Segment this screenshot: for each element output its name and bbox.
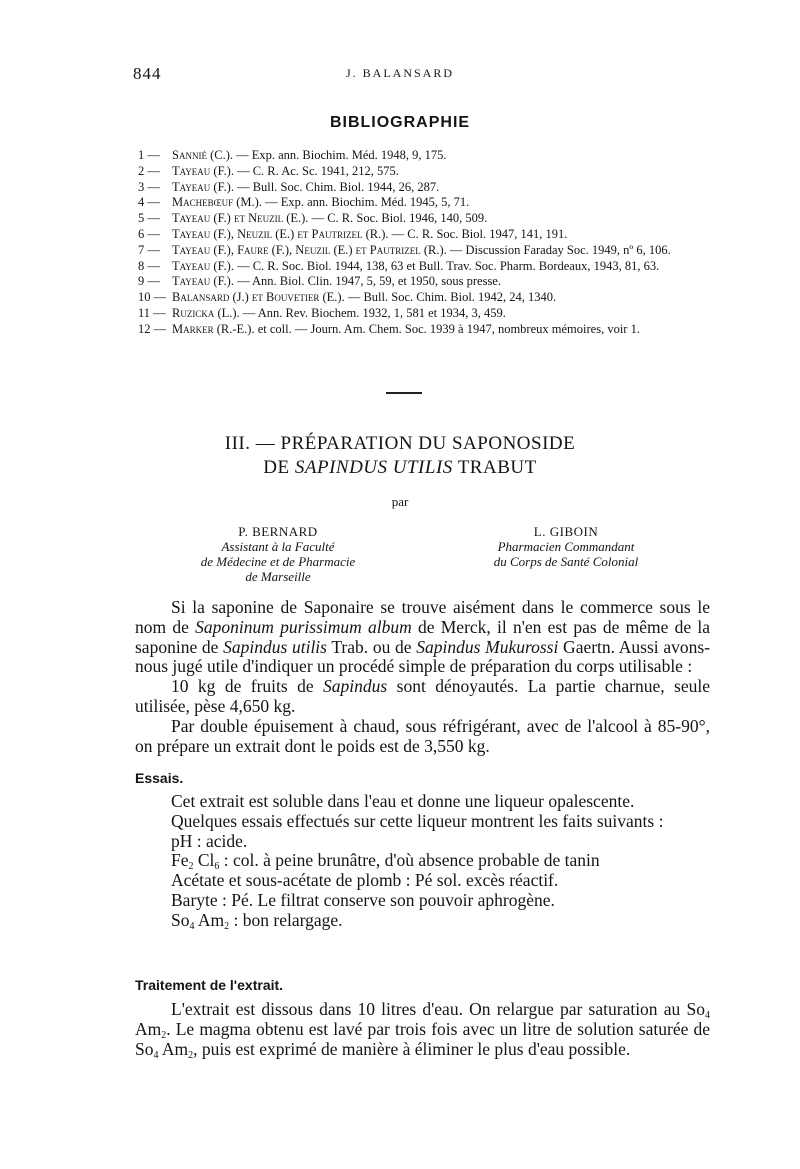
entry-citation: — Exp. ann. Biochim. Méd. 1945, 5, 71. (261, 195, 470, 210)
section-title-line-2: DE SAPINDUS UTILIS TRABUT (263, 457, 537, 478)
entry-authors: Sannié (C.). (172, 148, 233, 162)
subheading-traitement: Traitement de l'extrait. (135, 977, 284, 993)
bibliography-entry (138, 259, 708, 275)
list-item: $So_4$ $Am_2$ : bon relargage. (171, 909, 343, 932)
entry-number: 6 — (138, 226, 160, 241)
list-item: $Fe_2$ $Cl_6$ : col. à peine brunâtre, d'où absence probable de tanin (171, 850, 600, 873)
entry-authors: Marker (R.-E.). (172, 321, 255, 336)
list-item: Acétate et sous-acétate de plomb : Pé sol. excès réactif. (171, 870, 559, 891)
bibliography-entry (138, 290, 708, 306)
author-giboin (466, 524, 666, 569)
entry-authors: Tayeau (F.). (172, 179, 234, 194)
bibliography-entry (138, 164, 708, 180)
bibliography-list (138, 148, 708, 338)
entry-text (172, 211, 708, 227)
entry-citation: — Exp. ann. Biochim. Méd. 1948, 9, 175. (232, 148, 447, 162)
entry-citation: et coll. — Journ. Am. Chem. Soc. 1939 à 1947, nombreux mémoires, voir 1. (254, 321, 640, 336)
bibliography-entry (138, 322, 708, 338)
page-number: 844 (133, 64, 162, 83)
entry-authors: Ruzicka (L.). (172, 305, 240, 320)
page-header (0, 64, 800, 88)
entry-authors: Tayeau (F.), Faure (F.), Neuzil (E.) et Pautrizel (R.). (172, 242, 447, 257)
entry-number: 10 — (138, 290, 167, 305)
paragraph: Par double épuisement à chaud, sous réfrigérant, avec de l'alcool à 85-90°, on prépare un extrait dont le poids est de 3,550 kg. (135, 715, 710, 756)
entry-citation: — C. R. Soc. Biol. 1946, 140, 509. (308, 211, 488, 226)
entry-authors: Tayeau (F.) et Neuzil (E.). (172, 211, 309, 226)
by-line: par (391, 494, 409, 509)
bibliography-entry (138, 180, 708, 196)
entry-text (172, 322, 708, 338)
entry-text (172, 243, 708, 259)
entry-text (172, 164, 708, 180)
entry-citation: — Discussion Faraday Soc. 1949, nº 6, 106. (446, 242, 671, 257)
section-title (0, 432, 800, 480)
body-text-intro (135, 598, 710, 756)
paragraph: Cet extrait est soluble dans l'eau et donne une liqueur opalescente. (171, 791, 635, 811)
author-name: P. BERNARD (238, 524, 318, 539)
author-affiliation: du Corps de Santé Colonial (493, 554, 639, 569)
author-name: L. GIBOIN (533, 524, 599, 539)
entry-authors: Tayeau (F.), Neuzil (E.) et Pautrizel (R.). (172, 226, 389, 241)
author-bernard (188, 524, 368, 584)
bibliography-entry (138, 195, 708, 211)
paragraph: L'extrait est dissous dans 10 litres d'eau. On relargue par saturation au $So_4$ $Am_2$. Le magma obtenu est lavé par trois fois avec un litre de solution saturée de $So_4$ $Am_2$, puis est exprimé de manière à éliminer le plus d'eau possible. (135, 999, 710, 1061)
entry-authors: Tayeau (F.). (172, 274, 234, 289)
entry-text (172, 306, 708, 322)
entry-number: 3 — (138, 179, 160, 194)
entry-text (172, 195, 708, 211)
paragraph: Si la saponine de Saponaire se trouve aisément dans le commerce sous le nom de Saponinum purissimum album de Merck, il n'en est pas de même de la saponine de Sapindus utilis Trab. ou de Sapindus Mukurossi Gaertn. Aussi avons-nous jugé utile d'indiquer un procédé simple de préparation du corps utilisable : (135, 597, 710, 677)
section-divider (386, 392, 422, 394)
entry-number: 12 — (138, 321, 167, 336)
bibliography-entry (138, 227, 708, 243)
entry-number: 7 — (138, 242, 160, 257)
entry-text (172, 259, 708, 275)
running-head: J. BALANSARD (345, 66, 454, 80)
list-item: Baryte : Pé. Le filtrat conserve son pouvoir aphrogène. (171, 889, 555, 910)
entry-authors: Tayeau (F.). (172, 258, 234, 273)
list-item: pH : acide. (171, 830, 248, 851)
entry-number: 5 — (138, 211, 160, 226)
author-affiliation: Pharmacien Commandant (497, 539, 635, 554)
bibliography-entry (138, 306, 708, 322)
subheading-essais: Essais. (135, 770, 184, 786)
paragraph: Quelques essais effectués sur cette liqueur montrent les faits suivants : (171, 810, 664, 831)
entry-citation: — Ann. Rev. Biochem. 1932, 1, 581 et 1934, 3, 459. (239, 305, 506, 320)
entry-citation: — C. R. Soc. Biol. 1947, 141, 191. (388, 226, 568, 241)
paragraph: 10 kg de fruits de Sapindus sont dénoyautés. La partie charnue, seule utilisée, pèse 4,650 kg. (135, 676, 710, 716)
entry-text (172, 227, 708, 243)
section-title-line-1: III. — PRÉPARATION DU SAPONOSIDE (224, 433, 576, 454)
entry-citation: — Bull. Soc. Chim. Biol. 1944, 26, 287. (233, 179, 440, 194)
entry-authors: Tayeau (F.). (172, 163, 234, 178)
entry-citation: — C. R. Soc. Biol. 1944, 138, 63 et Bull. Trav. Soc. Pharm. Bordeaux, 1943, 81, 63. (233, 258, 660, 273)
entry-number: 8 — (138, 258, 160, 273)
author-affiliation: de Médecine et de Pharmacie (200, 554, 356, 569)
entry-text (172, 290, 708, 306)
bibliography-title: BIBLIOGRAPHIE (329, 114, 471, 131)
entry-citation: — Bull. Soc. Chim. Biol. 1942, 24, 1340. (344, 290, 557, 305)
entry-number: 11 — (138, 305, 166, 320)
body-text-essais (135, 792, 710, 931)
entry-citation: — C. R. Ac. Sc. 1941, 212, 575. (233, 163, 399, 178)
entry-text (172, 274, 708, 290)
entry-authors: Machebœuf (M.). (172, 195, 262, 210)
bibliography-entry (138, 274, 708, 290)
entry-authors: Balansard (J.) et Bouvetier (E.). (172, 290, 345, 305)
author-affiliation: Assistant à la Faculté (221, 539, 335, 554)
bibliography-entry (138, 243, 708, 259)
entry-number: 4 — (138, 195, 160, 210)
entry-text (172, 148, 708, 164)
entry-text (172, 180, 708, 196)
entry-number: 9 — (138, 274, 160, 289)
entry-citation: — Ann. Biol. Clin. 1947, 5, 59, et 1950, sous presse. (233, 274, 501, 289)
entry-number: 2 — (138, 163, 160, 178)
bibliography-entry (138, 148, 708, 164)
author-affiliation: de Marseille (245, 569, 311, 584)
entry-number: 1 — (138, 148, 160, 162)
body-text-traitement (135, 1000, 710, 1059)
bibliography-entry (138, 211, 708, 227)
